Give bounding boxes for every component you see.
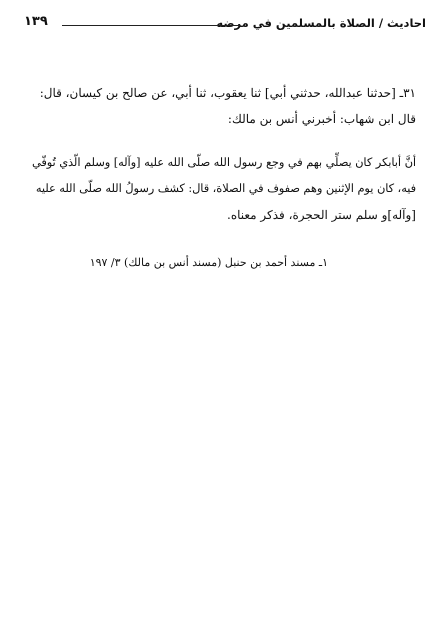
chain-line-1: ٣١ـ [حدثنا عبدالله، حدثني أبي] ثنا يعقوب، ثنا أبي، عن صالح بن كيسان، قال: [39, 86, 416, 100]
footnote: ١ـ مسند أحمد بن حنبل (مسند أنس بن مالك) ٣/ ١٩٧ [89, 256, 328, 269]
text-line-3: [وآله]و سلم ستر الحجرة، فذكر معناه. [227, 208, 416, 222]
hadith-text [30, 150, 416, 228]
header-title: احاديث / الصلاة بالمسلمين في مرضه [216, 16, 426, 30]
header-divider [62, 25, 240, 26]
hadith-chain [30, 80, 416, 132]
text-line-1: أنَّ أبابكر كان يصلِّي بهم في وجع رسول الله صلّى الله عليه [وآله] وسلم الّذي تُوفّي [31, 156, 416, 169]
page-header [22, 14, 426, 38]
page-number: ١٣٩ [24, 14, 48, 29]
text-line-2: فيه، كان يوم الإثنين وهم صفوف في الصلاة، قال: كشف رسولُ الله صلّى الله عليه [35, 182, 416, 195]
chain-line-2: قال ابن شهاب: أخبرني أنس بن مالك: [227, 112, 416, 126]
